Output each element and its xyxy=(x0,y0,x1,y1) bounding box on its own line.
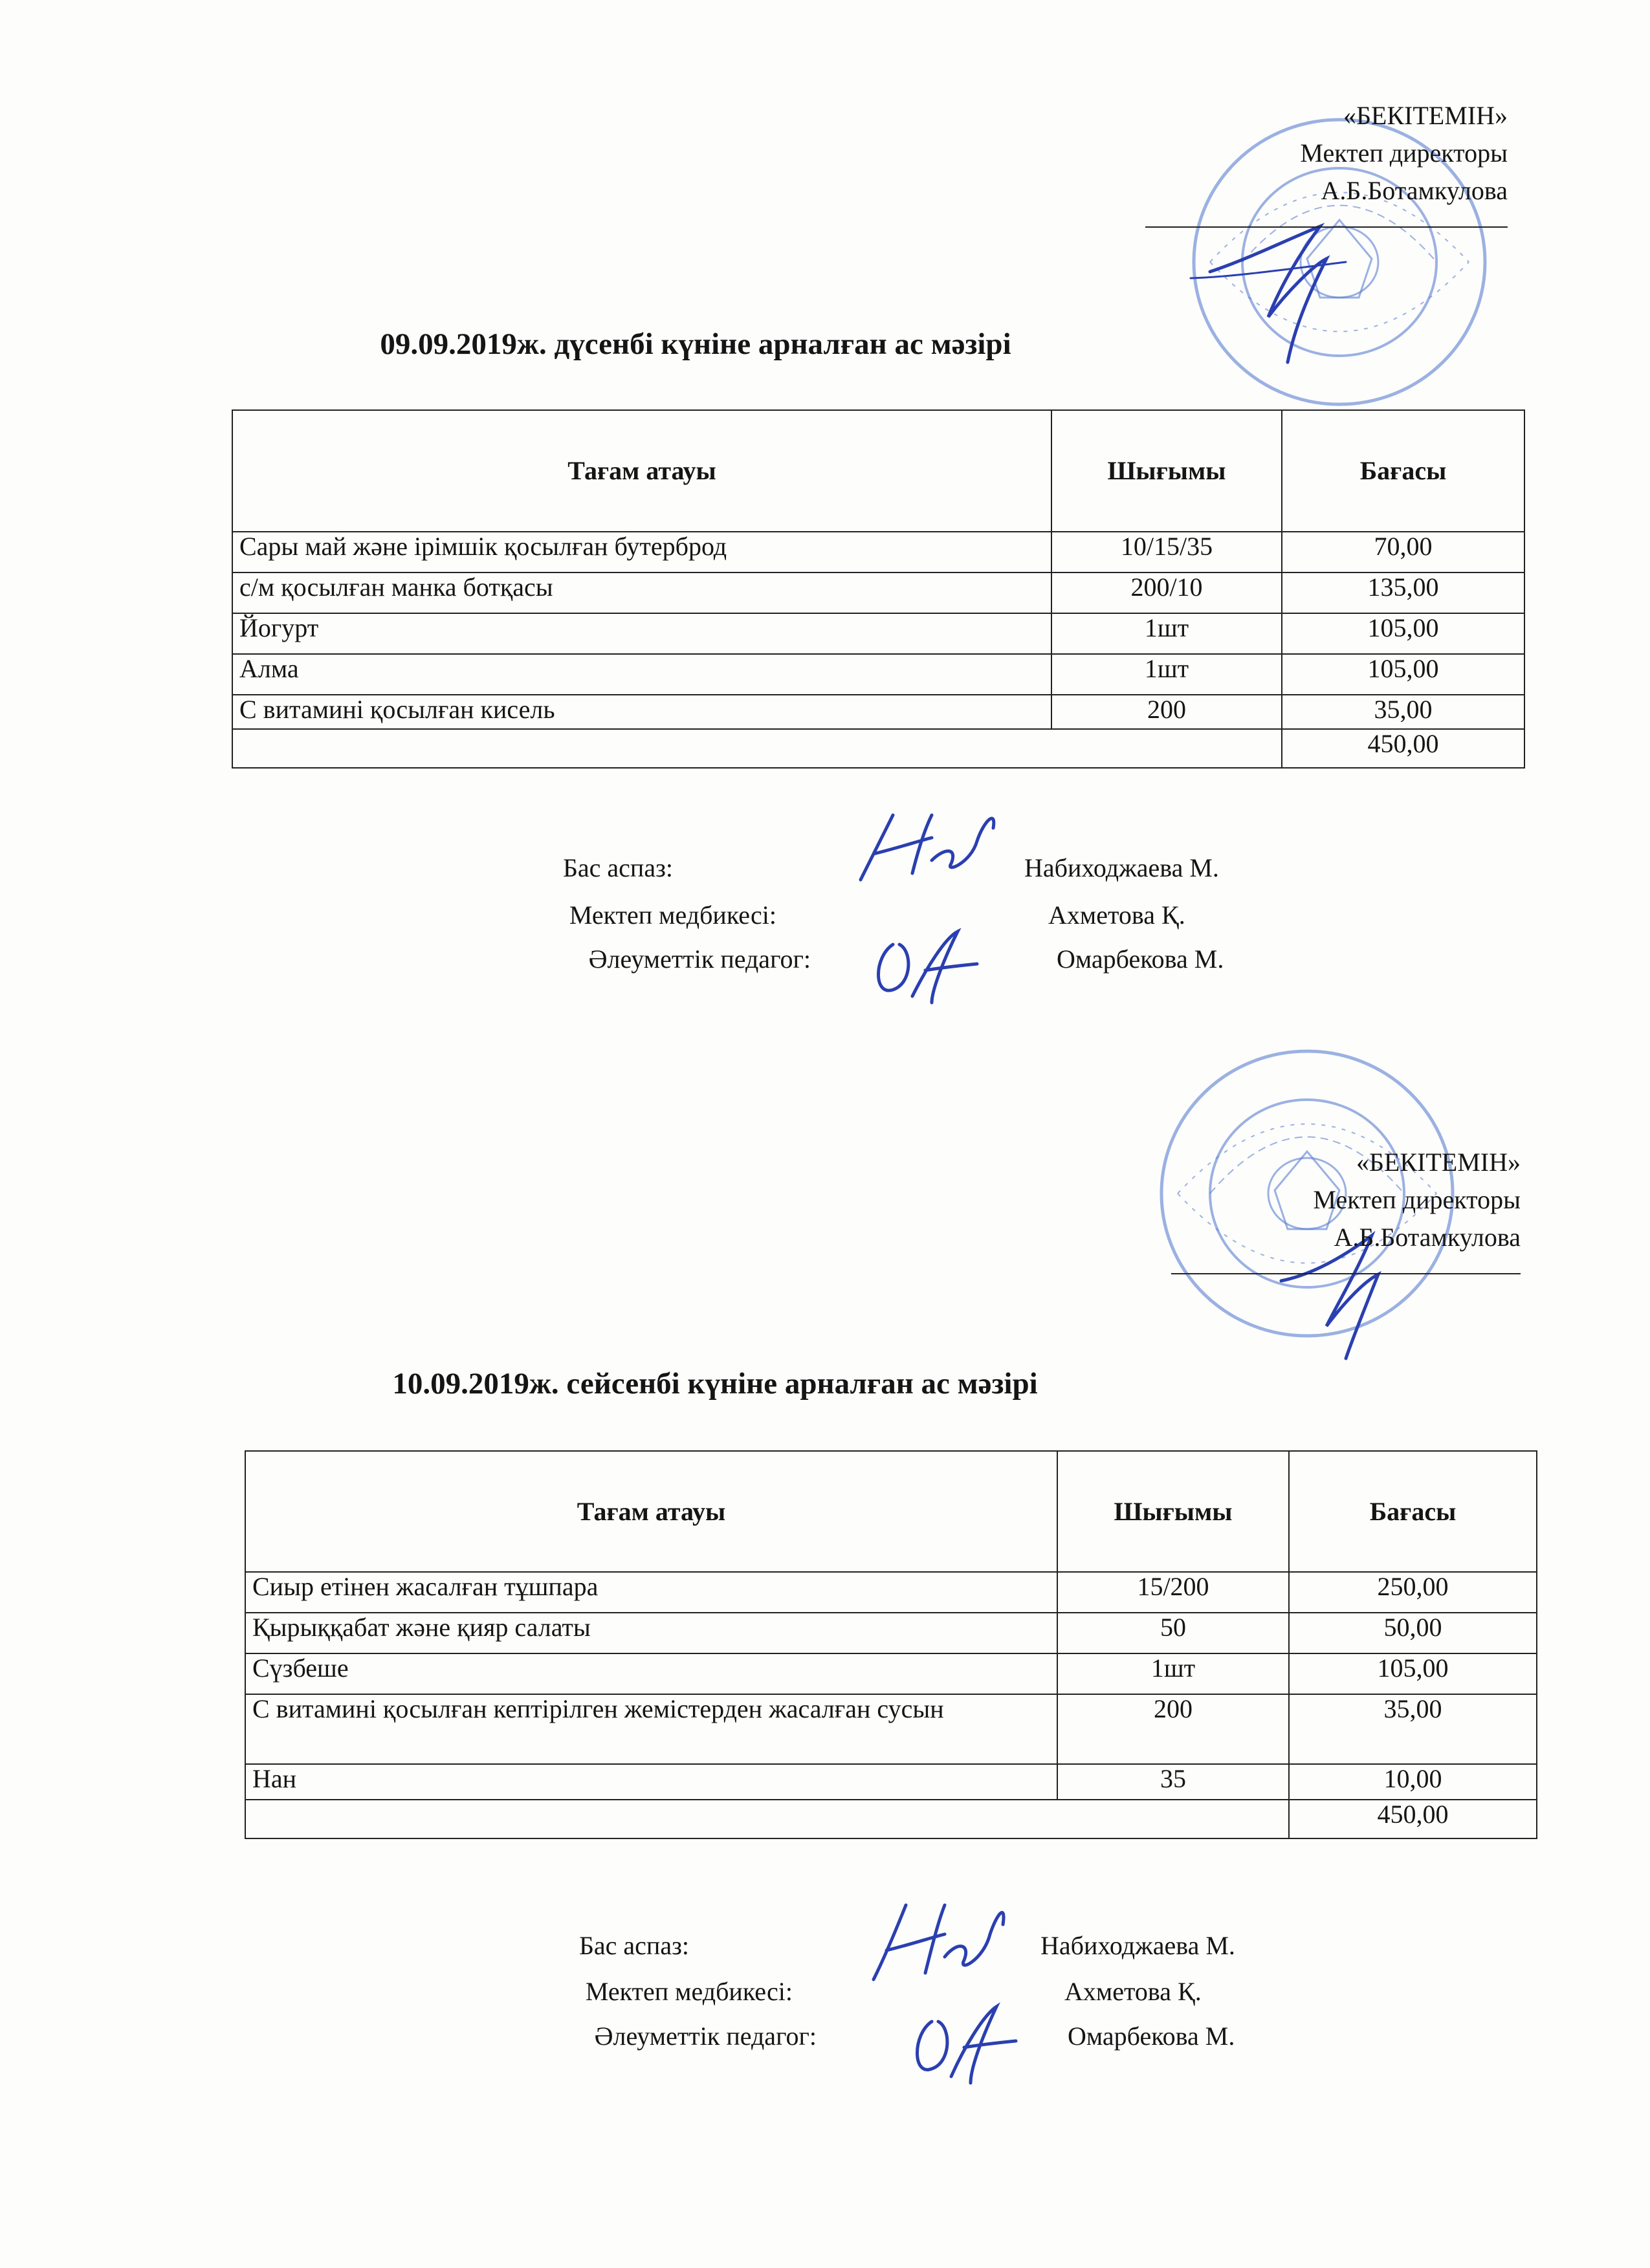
dish-yield: 35 xyxy=(1057,1764,1289,1800)
table-row xyxy=(232,654,1524,695)
dish-name: Нан xyxy=(245,1764,1057,1800)
dish-name: С витамині қосылған кисель xyxy=(232,695,1051,729)
table-total-row xyxy=(245,1800,1537,1838)
dish-yield: 1шт xyxy=(1051,613,1282,654)
column-header-dish: Тағам атауы xyxy=(232,410,1051,532)
dish-price: 105,00 xyxy=(1289,1653,1537,1694)
pedagogue-signature-icon xyxy=(906,1992,1022,2089)
total-price: 450,00 xyxy=(1282,729,1524,768)
dish-yield: 200 xyxy=(1051,695,1282,729)
dish-price: 105,00 xyxy=(1282,613,1524,654)
approval-position: Мектеп директоры xyxy=(1313,1185,1521,1214)
column-header-price: Бағасы xyxy=(1282,410,1524,532)
approval-signature-line xyxy=(1171,1256,1521,1274)
table-row xyxy=(245,1694,1537,1764)
approval-block xyxy=(1035,97,1508,228)
dish-yield: 50 xyxy=(1057,1613,1289,1653)
table-row xyxy=(245,1613,1537,1653)
signatory-role: Бас аспаз: xyxy=(562,853,673,882)
column-header-dish: Тағам атауы xyxy=(245,1451,1057,1572)
approval-block xyxy=(1048,1144,1521,1274)
signatory-name: Набиходжаева М. xyxy=(1024,853,1219,882)
table-row xyxy=(232,695,1524,729)
dish-yield: 200 xyxy=(1057,1694,1289,1764)
dish-price: 35,00 xyxy=(1282,695,1524,729)
signatory-role: Мектеп медбикесі: xyxy=(569,900,776,930)
signatory-name: Набиходжаева М. xyxy=(1040,1931,1235,1960)
table-header-row xyxy=(245,1451,1537,1572)
dish-name: с/м қосылған манка ботқасы xyxy=(232,572,1051,613)
table-row xyxy=(232,532,1524,572)
approval-name: А.Б.Ботамкулова xyxy=(1334,1223,1521,1252)
table-row xyxy=(232,613,1524,654)
approval-position: Мектеп директоры xyxy=(1300,138,1508,168)
dish-yield: 1шт xyxy=(1057,1653,1289,1694)
approval-title: «БЕКІТЕМІН» xyxy=(1343,101,1508,130)
total-price: 450,00 xyxy=(1289,1800,1537,1838)
column-header-yield: Шығымы xyxy=(1051,410,1282,532)
table-row xyxy=(245,1764,1537,1800)
dish-name: С витамині қосылған кептірілген жемістерден жасалған сусын xyxy=(245,1694,1057,1764)
signatory-role: Мектеп медбикесі: xyxy=(585,1977,793,2006)
approval-signature-line xyxy=(1145,210,1508,228)
signatory-role: Әлеуметтік педагог: xyxy=(594,2022,817,2051)
approval-name: А.Б.Ботамкулова xyxy=(1321,176,1508,205)
total-label-cell xyxy=(245,1800,1289,1838)
pedagogue-signature-icon xyxy=(867,919,984,1009)
menu-table xyxy=(232,409,1525,769)
column-header-yield: Шығымы xyxy=(1057,1451,1289,1572)
dish-name: Алма xyxy=(232,654,1051,695)
signatory-name: Ахметова Қ. xyxy=(1064,1977,1202,2006)
dish-yield: 1шт xyxy=(1051,654,1282,695)
dish-name: Сары май және ірімшік қосылған бутерброд xyxy=(232,532,1051,572)
signatory-role: Әлеуметтік педагог: xyxy=(588,944,811,974)
dish-price: 50,00 xyxy=(1289,1613,1537,1653)
menu-title: 10.09.2019ж. сейсенбі күніне арналған ас мәзірі xyxy=(392,1367,1038,1401)
table-row xyxy=(245,1572,1537,1613)
dish-name: Қырыққабат және қияр салаты xyxy=(245,1613,1057,1653)
dish-price: 10,00 xyxy=(1289,1764,1537,1800)
table-row xyxy=(232,572,1524,613)
chef-signature-icon xyxy=(848,802,1003,893)
approval-title: «БЕКІТЕМІН» xyxy=(1356,1148,1521,1177)
dish-price: 105,00 xyxy=(1282,654,1524,695)
column-header-price: Бағасы xyxy=(1289,1451,1537,1572)
table-header-row xyxy=(232,410,1524,532)
dish-price: 135,00 xyxy=(1282,572,1524,613)
table-total-row xyxy=(232,729,1524,768)
signatory-name: Омарбекова М. xyxy=(1057,944,1224,974)
dish-price: 250,00 xyxy=(1289,1572,1537,1613)
chef-signature-icon xyxy=(854,1895,1009,1992)
menu-title: 09.09.2019ж. дүсенбі күніне арналған ас мәзірі xyxy=(380,327,1011,361)
dish-price: 35,00 xyxy=(1289,1694,1537,1764)
dish-yield: 10/15/35 xyxy=(1051,532,1282,572)
dish-yield: 15/200 xyxy=(1057,1572,1289,1613)
dish-yield: 200/10 xyxy=(1051,572,1282,613)
signatory-name: Ахметова Қ. xyxy=(1048,900,1185,930)
total-label-cell xyxy=(232,729,1282,768)
menu-table xyxy=(245,1450,1537,1839)
dish-name: Сиыр етінен жасалған тұшпара xyxy=(245,1572,1057,1613)
table-row xyxy=(245,1653,1537,1694)
dish-price: 70,00 xyxy=(1282,532,1524,572)
dish-name: Сүзбеше xyxy=(245,1653,1057,1694)
dish-name: Йогурт xyxy=(232,613,1051,654)
signatory-role: Бас аспаз: xyxy=(578,1931,689,1960)
signatory-name: Омарбекова М. xyxy=(1068,2022,1235,2051)
